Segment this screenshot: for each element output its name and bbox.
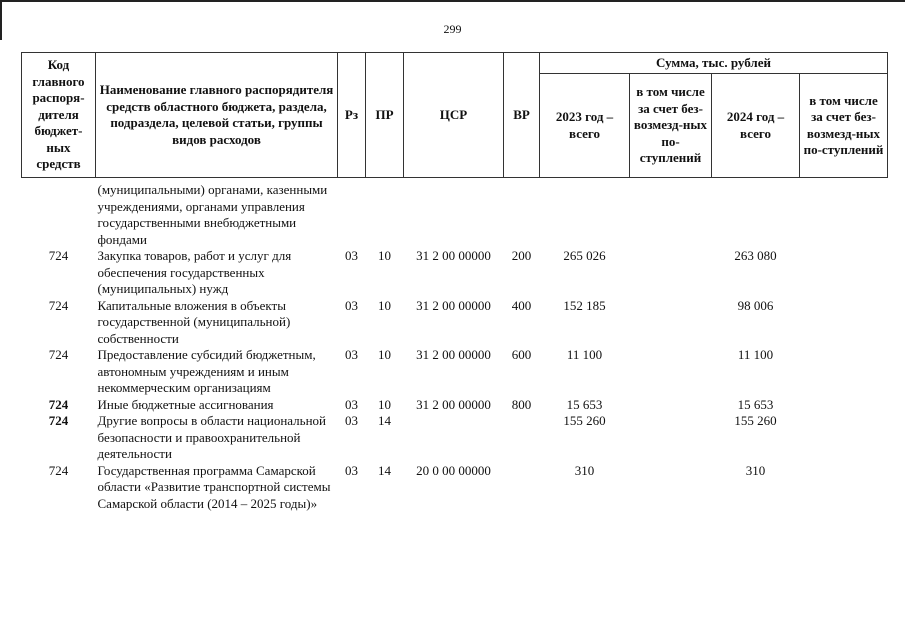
table-row: [22, 347, 888, 397]
cell-pr: 10: [378, 347, 391, 362]
cell-y2023: 310: [574, 462, 595, 478]
cell-y2024-free: [800, 298, 888, 348]
cell-code: 724: [48, 413, 69, 428]
cell-code: [22, 182, 96, 248]
cell-rz: 03: [345, 462, 358, 478]
cell-y2024-free: [800, 182, 888, 248]
cell-y2023: 11 100: [566, 347, 603, 362]
header-2023-total: 2023 год – всего: [540, 74, 630, 178]
cell-y2023: 152 185: [563, 297, 606, 313]
cell-csr: 31 2 00 00000: [416, 297, 491, 313]
page-number: 299: [443, 22, 462, 36]
cell-y2024-free: [800, 397, 888, 414]
cell-y2024: [712, 182, 800, 248]
cell-y2024-free: [800, 347, 888, 397]
cell-y2024: 98 006: [737, 297, 774, 313]
cell-name: Другие вопросы в области национальной безопасности и правоохранительной деятельности: [97, 413, 326, 461]
cell-y2024: 11 100: [737, 347, 774, 362]
cell-csr: 31 2 00 00000: [416, 347, 491, 362]
cell-y2023: 155 260: [563, 413, 606, 428]
cell-vr: [504, 463, 540, 513]
cell-vr: 600: [511, 347, 532, 362]
table-row: [22, 397, 888, 414]
scan-edge-top: [0, 0, 905, 2]
budget-table: [21, 52, 888, 512]
table-row: [22, 413, 888, 463]
cell-name: (муниципальными) органами, казенными учреждениями, органами управления государственными внебюджетными фондами: [97, 182, 328, 247]
header-vr: ВР: [504, 53, 540, 178]
cell-y2023-free: [630, 298, 712, 348]
cell-y2023-free: [630, 248, 712, 298]
cell-name: Предоставление субсидий бюджетным, автономным учреждениям и иным некоммерческим организациям: [97, 347, 316, 395]
cell-name: Государственная программа Самарской области «Развитие транспортной системы Самарской области (2014 – 2025 годы)»: [97, 462, 331, 511]
cell-y2023-free: [630, 397, 712, 414]
cell-code: 724: [48, 297, 69, 313]
cell-y2024-free: [800, 248, 888, 298]
cell-y2023-free: [630, 463, 712, 513]
table-header: [22, 53, 888, 178]
cell-csr: 20 0 00 00000: [416, 462, 491, 478]
cell-name: Закупка товаров, работ и услуг для обеспечения государственных (муниципальных) нужд: [97, 248, 292, 296]
cell-y2024-free: [800, 463, 888, 513]
header-2024-total: 2024 год – всего: [712, 74, 800, 178]
table-row: [22, 182, 888, 248]
header-2024-free: в том числе за счет без-возмезд-ных по-ступлений: [800, 74, 888, 178]
cell-code: 724: [48, 347, 69, 362]
header-code: Код главного распоря-дителя бюджет-ных средств: [22, 53, 96, 178]
cell-vr: [504, 182, 540, 248]
header-csr: ЦСР: [404, 53, 504, 178]
cell-code: 724: [48, 248, 69, 263]
cell-y2024: 155 260: [734, 413, 777, 428]
cell-name: Иные бюджетные ассигнования: [97, 396, 274, 412]
cell-y2024-free: [800, 413, 888, 463]
cell-rz: 03: [345, 297, 358, 313]
cell-rz: [338, 182, 366, 248]
table-row: [22, 298, 888, 348]
table-body: [22, 178, 888, 513]
cell-pr: 14: [378, 462, 391, 478]
cell-csr: 31 2 00 00000: [416, 396, 491, 412]
header-2023-free: в том числе за счет без-возмезд-ных по-ступлений: [630, 74, 712, 178]
cell-code: 724: [48, 396, 69, 412]
table-row: [22, 463, 888, 513]
header-name: Наименование главного распорядителя средств областного бюджета, раздела, подраздела, целевой статьи, группы видов расходов: [96, 53, 338, 178]
table-row: [22, 248, 888, 298]
cell-rz: 03: [345, 347, 358, 362]
cell-pr: 10: [378, 248, 391, 263]
cell-y2023-free: [630, 413, 712, 463]
cell-name: Капитальные вложения в объекты государственной (муниципальной) собственности: [97, 297, 291, 346]
cell-rz: 03: [345, 248, 358, 263]
cell-csr: [404, 182, 504, 248]
cell-pr: 10: [378, 297, 391, 313]
cell-y2023: 15 653: [566, 396, 603, 412]
header-sum: Сумма, тыс. рублей: [540, 53, 888, 74]
cell-y2024: 15 653: [737, 396, 774, 412]
cell-vr: 800: [511, 396, 532, 412]
cell-pr: 10: [378, 396, 391, 412]
cell-y2024: 263 080: [734, 248, 777, 263]
cell-y2023-free: [630, 182, 712, 248]
header-pr: ПР: [366, 53, 404, 178]
cell-csr: 31 2 00 00000: [416, 248, 491, 263]
cell-rz: 03: [345, 396, 358, 412]
cell-y2023: 265 026: [563, 248, 606, 263]
cell-code: 724: [48, 462, 69, 478]
header-rz: Рз: [338, 53, 366, 178]
cell-csr: [404, 413, 504, 463]
cell-vr: 400: [511, 297, 532, 313]
cell-pr: 14: [378, 413, 391, 428]
cell-rz: 03: [345, 413, 358, 428]
cell-y2024: 310: [745, 462, 766, 478]
cell-y2023-free: [630, 347, 712, 397]
cell-vr: [504, 413, 540, 463]
cell-pr: [366, 182, 404, 248]
cell-y2023: [540, 182, 630, 248]
cell-vr: 200: [511, 248, 532, 263]
